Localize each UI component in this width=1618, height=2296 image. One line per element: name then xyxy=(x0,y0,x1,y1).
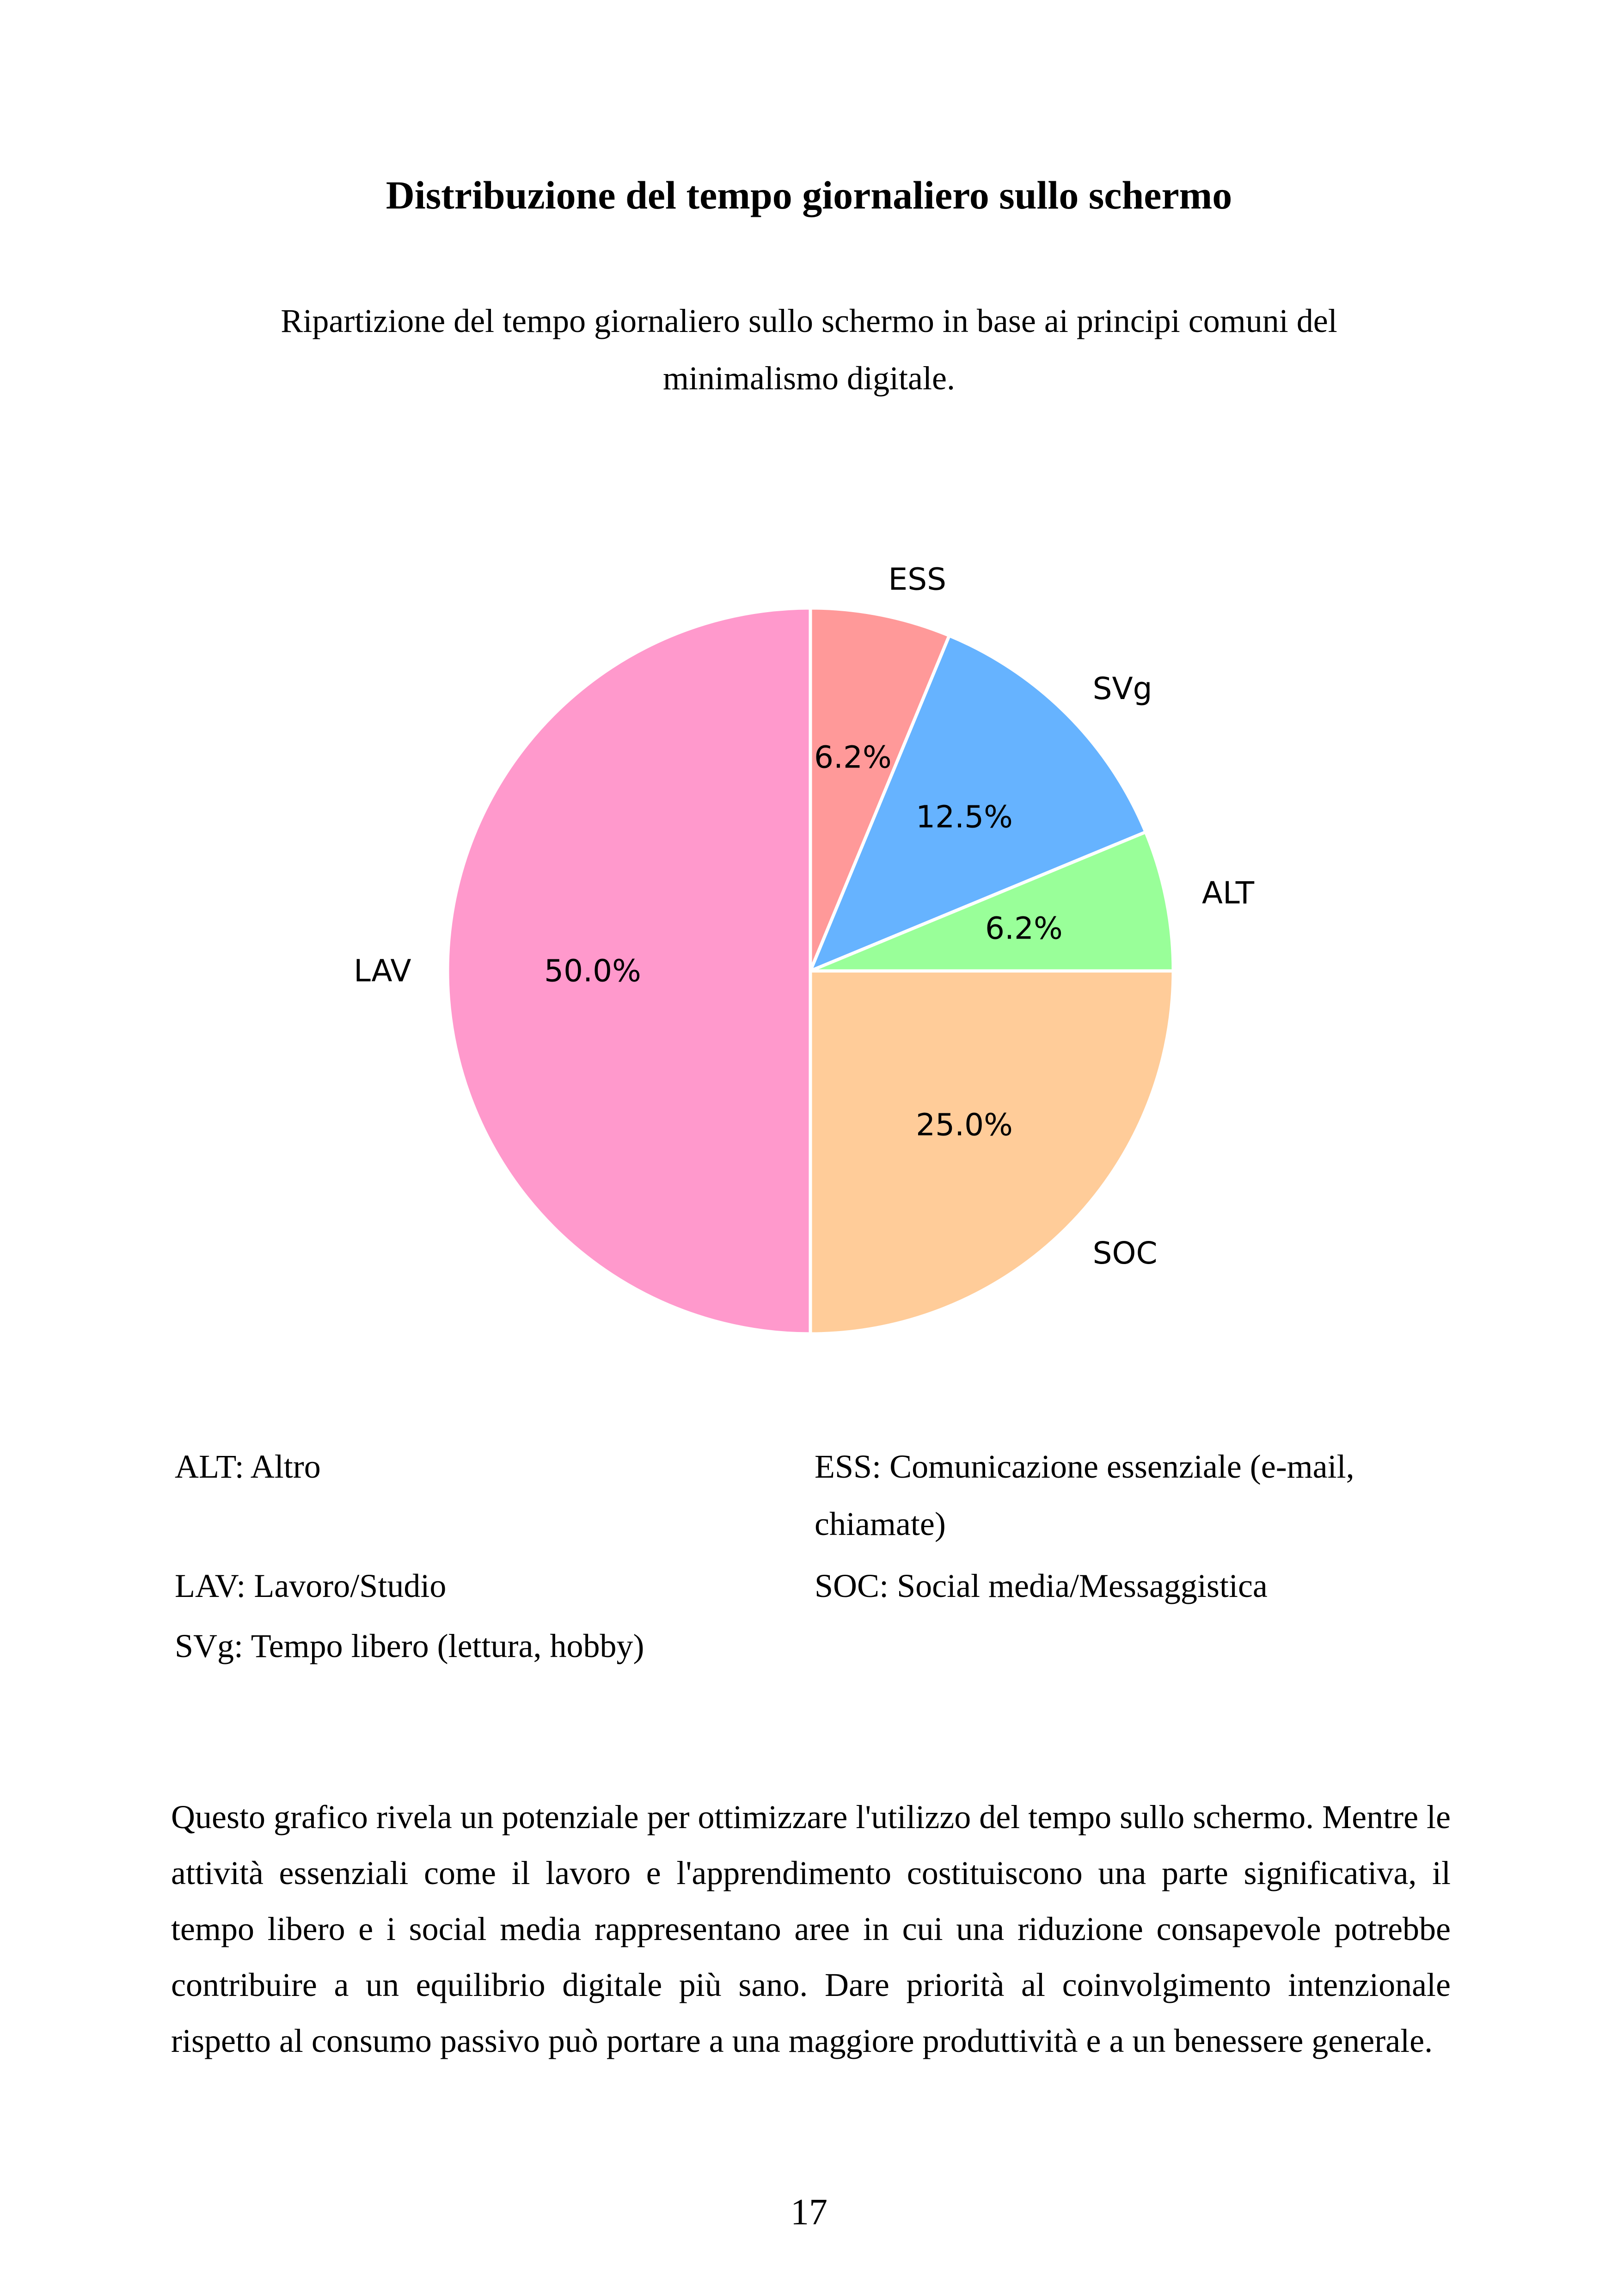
legend-item-svg: SVg: Tempo libero (lettura, hobby) xyxy=(175,1627,644,1664)
page-subtitle: Ripartizione del tempo giornaliero sullo schermo in base ai principi comuni del minimalismo digitale. xyxy=(281,302,1337,397)
category-label-svg: SVg xyxy=(1092,670,1152,706)
legend-item-lav: LAV: Lavoro/Studio xyxy=(175,1567,447,1604)
legend-item-alt: ALT: Altro xyxy=(175,1448,321,1485)
legend-item-ess: ESS: Comunicazione essenziale (e-mail, chiamate) xyxy=(815,1448,1354,1542)
category-label-alt: ALT xyxy=(1201,875,1255,911)
page-title: Distribuzione del tempo giornaliero sullo schermo xyxy=(386,173,1232,217)
category-label-soc: SOC xyxy=(1092,1235,1158,1271)
pct-label-lav: 50.0% xyxy=(544,953,641,989)
body-paragraph: Questo grafico rivela un potenziale per ottimizzare l'utilizzo del tempo sullo schermo. Mentre le attività essenziali come il lavoro e l'apprendimento costituiscono una parte significativa, il tempo libero e i social media rappresentano aree in cui una riduzione consapevole potrebbe contribuire a un equilibrio digitale più sano. Dare priorità al coinvolgimento intenzionale rispetto al consumo passivo può portare a una maggiore produttività e a un benessere generale. xyxy=(171,1799,1451,2059)
pct-label-ess: 6.2% xyxy=(814,739,892,775)
category-label-lav: LAV xyxy=(354,953,411,989)
pct-label-alt: 6.2% xyxy=(985,910,1063,946)
pie-slice-soc xyxy=(810,971,1173,1334)
page-number: 17 xyxy=(791,2192,827,2233)
pct-label-svg: 12.5% xyxy=(916,799,1013,835)
legend-item-soc: SOC: Social media/Messaggistica xyxy=(815,1567,1268,1604)
pct-label-soc: 25.0% xyxy=(916,1107,1013,1143)
category-label-ess: ESS xyxy=(888,561,946,597)
